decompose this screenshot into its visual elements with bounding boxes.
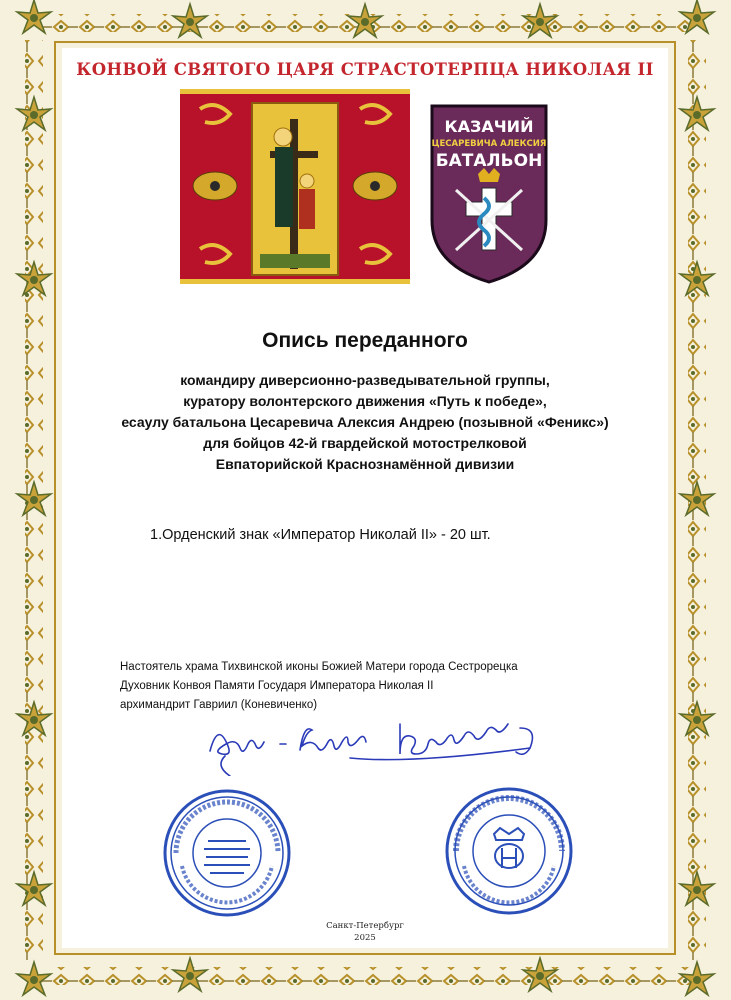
parish-stamp-graphic	[160, 786, 294, 920]
icon-banner	[180, 89, 410, 284]
recipient-line: для бойцов 42-й гвардейской мотострелковой	[203, 435, 527, 451]
parish-stamp	[160, 786, 294, 920]
signatory-line: архимандрит Гавриил (Коневиченко)	[120, 699, 318, 711]
inventory-item: 1.Орденский знак «Император Николай II» - 20 шт.	[150, 527, 491, 543]
document-title: Опись переданного	[262, 329, 468, 352]
recipient-line: командиру диверсионно-разведывательной группы,	[180, 372, 550, 388]
signatory-line: Духовник Конвоя Памяти Государя Императора Николая II	[120, 680, 434, 692]
konvoy-stamp	[442, 784, 576, 918]
konvoy-stamp-graphic	[442, 784, 576, 918]
recipient-block	[90, 370, 640, 475]
organization-heading: КОНВОЙ СВЯТОГО ЦАРЯ СТРАСТОТЕРПЦА НИКОЛАЯ II	[76, 60, 654, 79]
signature-graphic	[200, 706, 560, 776]
handwritten-signature	[200, 706, 560, 776]
patch-graphic	[426, 100, 552, 286]
recipient-line: есаулу батальона Цесаревича Алексия Андрею (позывной «Феникс»)	[121, 414, 609, 430]
footer-year: 2025	[354, 933, 376, 943]
patch-line-3: БАТАЛЬОН	[435, 151, 543, 171]
recipient-line: куратору волонтерского движения «Путь к победе»,	[183, 393, 547, 409]
footer-city: Санкт-Петербург	[326, 921, 404, 931]
patch-line-2: ЦЕСАРЕВИЧА АЛЕКСИЯ	[431, 139, 547, 149]
signatory-line: Настоятель храма Тихвинской иконы Божией Матери города Сестрорецка	[120, 661, 518, 673]
recipient-line: Евпаторийской Краснознамённой дивизии	[215, 456, 515, 472]
patch-line-1: КАЗАЧИЙ	[444, 117, 534, 136]
banner-graphic	[180, 89, 410, 284]
battalion-patch	[426, 100, 552, 286]
place-and-date	[300, 920, 430, 944]
